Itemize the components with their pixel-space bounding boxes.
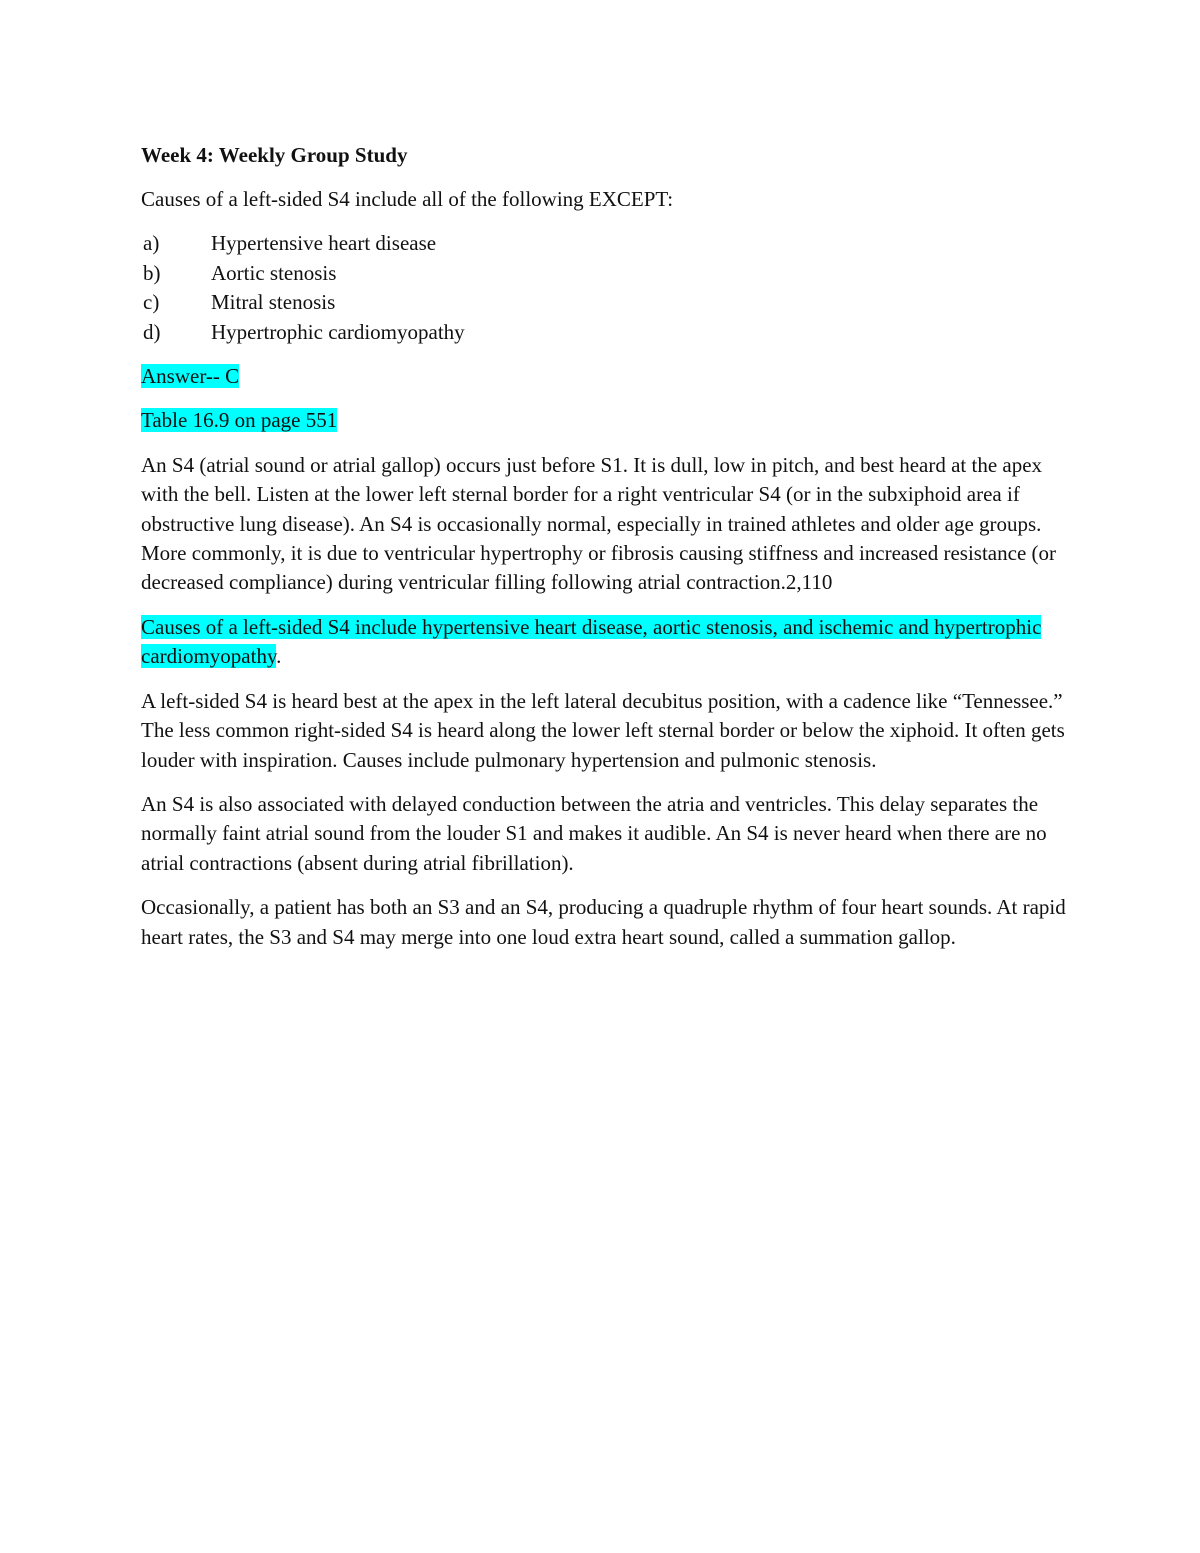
option-item-d (141, 318, 1066, 347)
causes-highlight: Causes of a left-sided S4 include hypertensive heart disease, aortic stenosis, and ischemic and hypertrophic cardiomyopathy (141, 614, 1042, 669)
explanation-paragraph: An S4 (atrial sound or atrial gallop) occurs just before S1. It is dull, low in pitch, and best heard at the apex with the bell. Listen at the lower left sternal border for a right ventricular S4 (or in the subxiphoid area if obstructive lung disease). An S4 is occasionally normal, especially in trained athletes and older age groups. More commonly, it is due to ventricular hypertrophy or fibrosis causing stiffness and increased resistance (or decreased compliance) during ventricular filling following atrial contraction.2,110 (141, 452, 1057, 595)
option-text: Aortic stenosis (211, 260, 337, 285)
option-text: Hypertrophic cardiomyopathy (211, 319, 465, 344)
option-letter: c) (143, 290, 160, 315)
answer-line (141, 362, 1066, 391)
option-letter: d) (143, 319, 161, 344)
option-item-c (141, 288, 1066, 317)
answer-options-list (141, 229, 1066, 347)
option-item-a (141, 229, 1066, 258)
reference-line (141, 406, 1066, 435)
option-item-b (141, 259, 1066, 288)
conduction-paragraph: An S4 is also associated with delayed conduction between the atria and ventricles. This delay separates the normally faint atrial sound from the louder S1 and makes it audible. An S4 is never heard when there are no atrial contractions (absent during atrial fibrillation). (141, 791, 1047, 875)
summation-gallop-paragraph: Occasionally, a patient has both an S3 and an S4, producing a quadruple rhythm of four heart sounds. At rapid heart rates, the S3 and S4 may merge into one loud extra heart sound, called a summation gallop. (141, 895, 1066, 949)
left-sided-s4-paragraph: A left-sided S4 is heard best at the apex in the left lateral decubitus position, with a cadence like “Tennessee.” The less common right-sided S4 is heard along the lower left sternal border or below the xiphoid. It often gets louder with inspiration. Causes include pulmonary hypertension and pulmonic stenosis. (141, 688, 1065, 772)
reference-highlight: Table 16.9 on page 551 (141, 408, 338, 433)
highlighted-causes-paragraph (141, 613, 1066, 672)
causes-period: . (276, 644, 282, 669)
option-letter: b) (143, 260, 161, 285)
document-title: Week 4: Weekly Group Study (141, 143, 408, 167)
option-text: Mitral stenosis (211, 290, 336, 315)
answer-highlight: Answer-- C (141, 364, 240, 389)
document-body (141, 141, 1066, 967)
option-text: Hypertensive heart disease (211, 231, 437, 256)
question-text: Causes of a left-sided S4 include all of the following EXCEPT: (141, 187, 674, 211)
option-letter: a) (143, 231, 160, 256)
